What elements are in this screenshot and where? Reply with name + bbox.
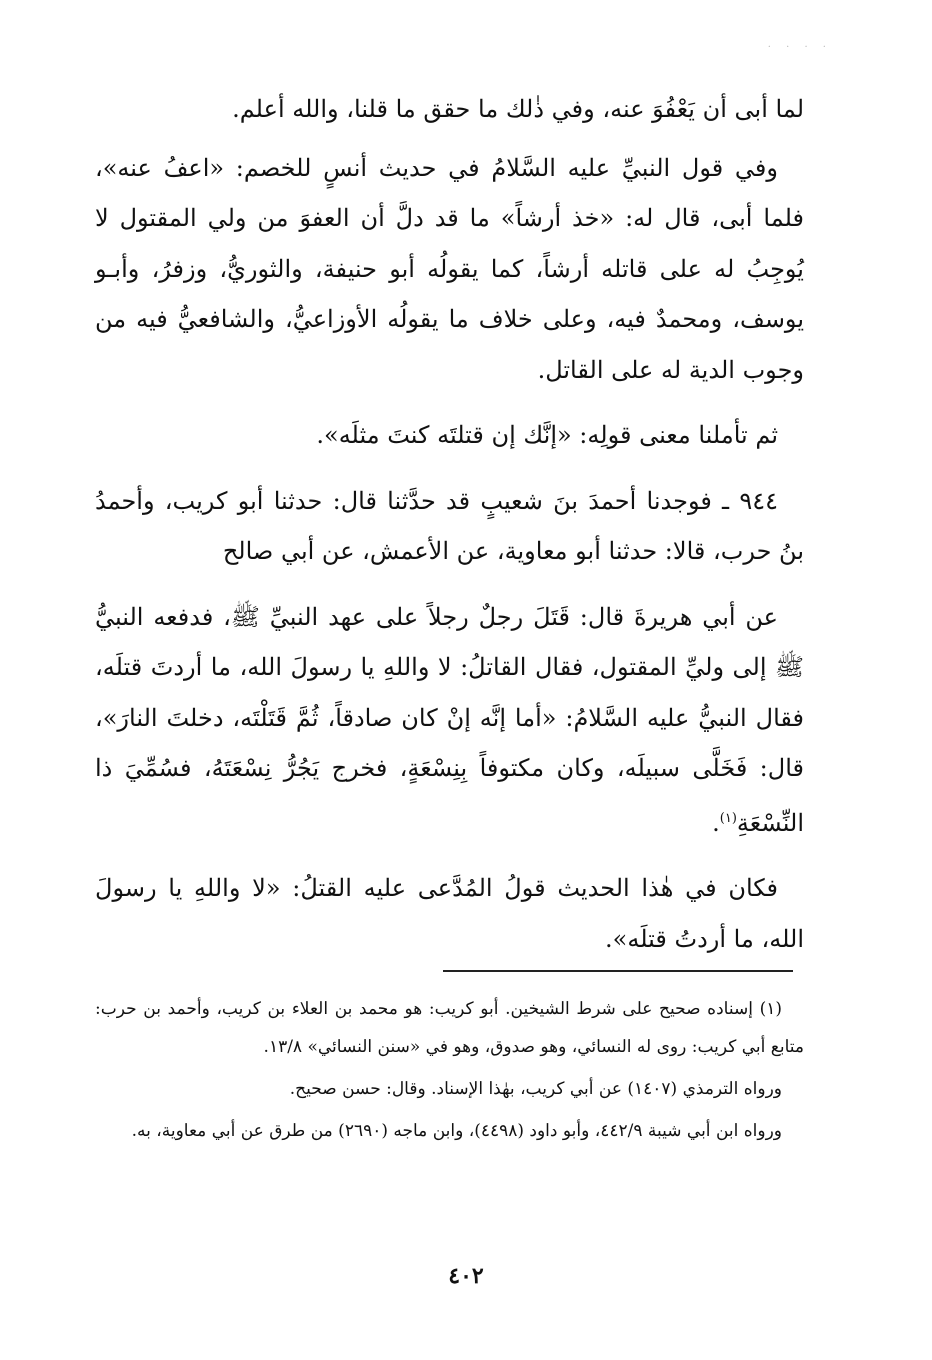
main-text <box>95 84 804 979</box>
hadith-isnad-paragraph: ٩٤٤ ـ فوجدنا أحمدَ بنَ شعيبٍ قد حدَّثنا قال: حدثنا أبو كريب، وأحمدُ بنُ حرب، قالا: حدثنا أبو معاوية، عن الأعمش، عن أبي صالح <box>95 486 804 565</box>
scan-artifact: · · · · <box>767 42 832 53</box>
page-number: ٤٠٢ <box>448 1263 484 1289</box>
hadith-matn-text: عن أبي هريرةَ قال: قَتَلَ رجلٌ رجلاً على عهد النبيِّ ﷺ، فدفعه النبيُّ ﷺ إلى وليِّ المقتول، فقال القاتلُ: لا واللهِ يا رسولَ الله، ما أردتَ قتلَه، فقال النبيُّ عليه السَّلامُ: «أما إنَّه إنْ كان صادقاً، ثُمَّ قَتَلْتَه، دخلتَ النارَ»، قال: فَخَلَّى سبيلَه، وكان مكتوفاً بِنِسْعَةٍ، فخرج يَجُرُّ نِسْعَتَهُ، فسُمِّيَ ذا النِّسْعَةِ <box>95 602 804 837</box>
footnote: (١) إسناده صحيح على شرط الشيخين. أبو كريب: هو محمد بن العلاء بن كريب، وأحمد بن حرب: متابع أبي كريب: روى له النسائي، وهو صدوق، وهو في «سنن النسائي» ١٣/٨. <box>95 999 804 1057</box>
paragraph: لما أبى أن يَعْفُوَ عنه، وفي ذٰلك ما حقق ما قلنا، والله أعلم. <box>232 95 804 123</box>
hadith-matn-paragraph <box>95 592 804 849</box>
footnotes <box>95 990 804 1154</box>
footnote-reference[interactable]: (١) <box>719 810 737 826</box>
footnote: ورواه ابن أبي شيبة ٤٤٢/٩، وأبو داود (٤٤٩٨)، وابن ماجه (٢٦٩٠) من طرق عن أبي معاوية، به. <box>131 1121 782 1141</box>
paragraph: وفي قول النبيِّ عليه السَّلامُ في حديث أنسٍ للخصم: «اعفُ عنه»، فلما أبى، قال له: «خذ أرشاً» ما قد دلَّ أن العفوَ من ولي المقتول لا يُوجِبُ له على قاتله أرشاً، كما يقولُه أبو حنيفة، والثوريُّ، وزفرُ، وأبـو يوسف، ومحمدٌ فيه، وعلى خلاف ما يقولُه الأوزاعيُّ، والشافعيُّ فيه من وجوب الدية له على القاتل. <box>95 153 805 384</box>
footnote: ورواه الترمذي (١٤٠٧) عن أبي كريب، بهٰذا الإسناد. وقال: حسن صحيح. <box>289 1079 782 1099</box>
sentence-end: . <box>712 808 720 837</box>
paragraph: فكان في هٰذا الحديث قولُ المُدَّعى عليه القتلُ: «لا واللهِ يا رسولَ الله، ما أردتُ قتلَه». <box>95 874 804 953</box>
footnote-divider <box>443 970 793 972</box>
paragraph: ثم تأملنا معنى قولِه: «إنَّك إن قتلتَه كنتَ مثلَه». <box>316 421 778 449</box>
